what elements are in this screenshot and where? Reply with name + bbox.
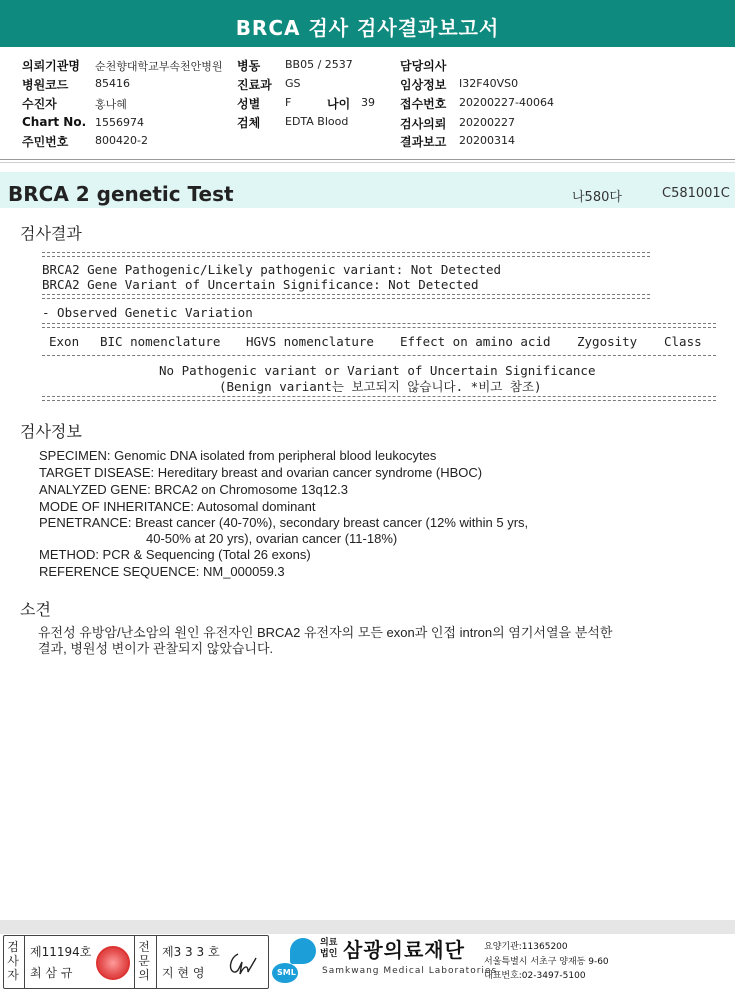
org-name: 삼광의료재단: [343, 938, 465, 962]
test-name: BRCA 2 genetic Test: [8, 182, 234, 206]
request-label: 검사의뢰: [400, 117, 447, 131]
accession-label: 접수번호: [400, 97, 447, 111]
specialist-label: 전문의: [138, 940, 150, 982]
result-vus-line: BRCA2 Gene Variant of Uncertain Significance: Not Detected: [42, 277, 479, 292]
dept-label: 진료과: [237, 78, 272, 92]
hospcode-value: 85416: [95, 77, 130, 90]
results-divider-mid: [42, 294, 650, 299]
clinical-label: 임상정보: [400, 78, 447, 92]
table-divider-top: [42, 323, 716, 328]
institution-label: 의뢰기관명: [22, 59, 80, 73]
column-effect: Effect on amino acid: [400, 334, 551, 349]
column-hgvs: HGVS nomenclature: [246, 334, 374, 349]
request-value: 20200227: [459, 116, 515, 129]
results-heading: 검사결과: [20, 224, 82, 243]
specialist-license: 제3 3 3 호: [162, 945, 220, 959]
specimen-value: EDTA Blood: [285, 115, 349, 128]
inheritance-line: MODE OF INHERITANCE: Autosomal dominant: [39, 499, 316, 514]
examiner-label: 검사자: [7, 940, 19, 982]
hospcode-label: 병원코드: [22, 78, 69, 92]
target-disease-line: TARGET DISEASE: Hereditary breast and ovarian cancer syndrome (HBOC): [39, 465, 483, 480]
penetrance-line-2: 40-50% at 20 yrs), ovarian cancer (11-18%): [146, 531, 398, 546]
patient-info: [0, 57, 735, 157]
test-code-korean: 나580다: [572, 190, 622, 205]
testinfo-heading: 검사정보: [20, 422, 82, 441]
reference-line: REFERENCE SEQUENCE: NM_000059.3: [39, 564, 285, 579]
patient-label: 수진자: [22, 97, 57, 111]
column-bic: BIC nomenclature: [100, 334, 221, 349]
column-zygosity: Zygosity: [577, 334, 638, 349]
opinion-line-2: 결과, 병원성 변이가 관찰되지 않았습니다.: [38, 641, 274, 656]
result-pathogenic-line: BRCA2 Gene Pathogenic/Likely pathogenic variant: Not Detected: [42, 262, 502, 277]
footer-bar: [0, 920, 735, 934]
ward-value: BB05 / 2537: [285, 58, 353, 71]
observed-variation-label: - Observed Genetic Variation: [42, 305, 253, 320]
sig-divider-2: [134, 936, 135, 988]
dept-value: GS: [285, 77, 301, 90]
report-date-value: 20200314: [459, 134, 515, 147]
doctor-label: 담당의사: [400, 59, 447, 73]
sex-value: F: [285, 96, 292, 109]
column-exon: Exon: [49, 334, 80, 349]
table-header-divider: [42, 355, 716, 356]
resident-label: 주민번호: [22, 135, 69, 149]
sml-logo-icon: [290, 938, 316, 964]
org-tag: 의료법인: [320, 938, 338, 959]
test-code: C581001C: [662, 186, 730, 201]
report-title: BRCA 검사 검사결과보고서: [235, 16, 500, 40]
table-divider-bottom: [42, 396, 716, 401]
benign-note-line: (Benign variant는 보고되지 않습니다. *비고 참조): [219, 379, 542, 394]
age-value: 39: [361, 96, 375, 109]
opinion-heading: 소견: [20, 600, 51, 619]
specialist-name: 지 현 영: [162, 966, 205, 980]
sig-divider-3: [156, 936, 157, 988]
no-variant-line: No Pathogenic variant or Variant of Uncertain Significance: [159, 363, 596, 378]
org-english-name: Samkwang Medical Laboratories: [322, 966, 498, 976]
examiner-license: 제11194호: [30, 945, 92, 959]
org-code: 요양기관:11365200: [484, 942, 568, 952]
penetrance-line-1: PENETRANCE: Breast cancer (40-70%), secondary breast cancer (12% within 5 yrs,: [39, 515, 529, 530]
specimen-line: SPECIMEN: Genomic DNA isolated from peripheral blood leukocytes: [39, 448, 437, 463]
method-line: METHOD: PCR & Sequencing (Total 26 exons): [39, 547, 311, 562]
specimen-label: 검체: [237, 116, 261, 130]
clinical-value: I32F40VS0: [459, 77, 519, 90]
age-label: 나이: [327, 97, 351, 111]
column-class: Class: [664, 334, 702, 349]
specialist-signature: [226, 948, 262, 978]
signature-box: [3, 935, 269, 989]
sex-label: 성별: [237, 97, 261, 111]
examiner-name: 최 삼 규: [30, 966, 73, 980]
institution-value: 순천향대학교부속천안병원: [95, 60, 223, 73]
patient-value: 홍나혜: [95, 98, 127, 111]
ward-label: 병동: [237, 59, 261, 73]
info-divider: [0, 159, 735, 160]
resident-value: 800420-2: [95, 134, 148, 147]
report-date-label: 결과보고: [400, 135, 447, 149]
sml-logo-text: SML: [277, 968, 296, 977]
chart-label: Chart No.: [22, 115, 87, 129]
info-divider-shadow: [0, 162, 735, 163]
chart-value: 1556974: [95, 116, 144, 129]
opinion-line-1: 유전성 유방암/난소암의 원인 유전자인 BRCA2 유전자의 모든 exon과 인접 intron의 염기서열을 분석한: [38, 625, 613, 640]
analyzed-gene-line: ANALYZED GENE: BRCA2 on Chromosome 13q12.3: [39, 482, 349, 497]
examiner-seal: [96, 946, 130, 980]
results-divider-top: [42, 252, 650, 257]
accession-value: 20200227-40064: [459, 96, 554, 109]
sig-divider-1: [24, 936, 25, 988]
org-address: 서울특별시 서초구 양재동 9-60: [484, 957, 609, 967]
org-phone: 대표번호:02-3497-5100: [484, 971, 586, 981]
